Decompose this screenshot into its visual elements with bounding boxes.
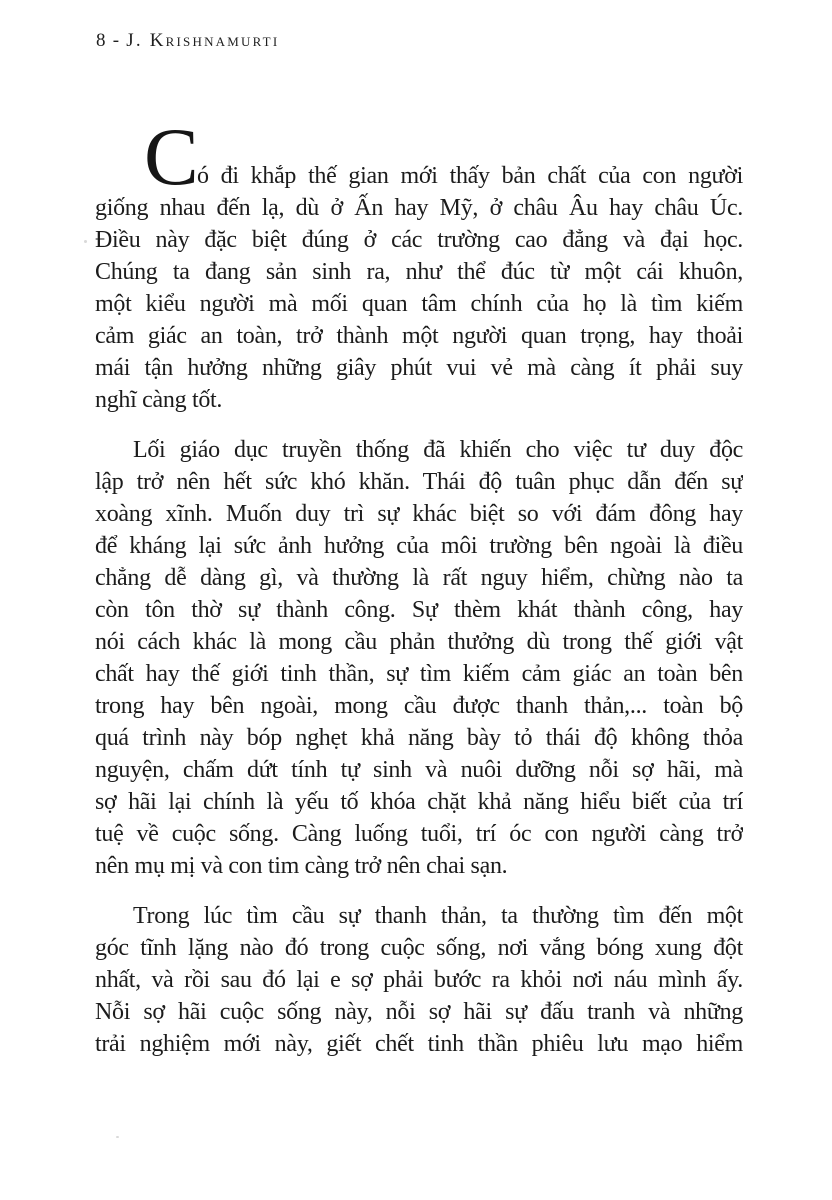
text-line: ó đi khắp thế gian mới thấy bản chất của con người <box>197 163 743 189</box>
header-separator: - <box>112 30 122 51</box>
page-number: 8 <box>96 30 108 51</box>
text-line: còn tôn thờ sự thành công. Sự thèm khát thành công, hay <box>95 597 743 623</box>
text-line: Lối giáo dục truyền thống đã khiến cho việc tư duy độc <box>133 437 743 463</box>
text-line: xoàng xĩnh. Muốn duy trì sự khác biệt so với đám đông hay <box>95 501 743 527</box>
text-line: Trong lúc tìm cầu sự thanh thản, ta thường tìm đến một <box>133 903 743 929</box>
text-block <box>95 111 743 1060</box>
text-line: lập trở nên hết sức khó khăn. Thái độ tuân phục dẫn đến sự <box>95 469 743 495</box>
paragraph-1 <box>95 111 743 416</box>
dropcap-initial: C <box>144 111 199 202</box>
text-line: để kháng lại sức ảnh hưởng của môi trường bên ngoài là điều <box>95 533 743 559</box>
text-line: trải nghiệm mới này, giết chết tinh thần phiêu lưu mạo hiểm <box>95 1031 743 1057</box>
text-line: tuệ về cuộc sống. Càng luống tuổi, trí óc con người càng trở <box>95 821 743 847</box>
text-line: nghĩ càng tốt. <box>95 387 223 413</box>
text-line: trong hay bên ngoài, mong cầu được thanh thản,... toàn bộ <box>95 693 743 719</box>
text-line: nhất, và rồi sau đó lại e sợ phải bước ra khỏi nơi náu mình ấy. <box>95 967 743 993</box>
text-line: nên mụ mị và con tim càng trở nên chai sạn. <box>95 853 508 879</box>
text-line: quá trình này bóp nghẹt khả năng bày tỏ thái độ không thỏa <box>95 725 743 751</box>
text-line: chất hay thế giới tinh thần, sự tìm kiếm cảm giác an toàn bên <box>95 661 743 687</box>
text-line: nguyện, chấm dứt tính tự sinh và nuôi dưỡng nỗi sợ hãi, mà <box>95 757 743 783</box>
text-line: góc tĩnh lặng nào đó trong cuộc sống, nơi vắng bóng xung đột <box>95 935 743 961</box>
text-line: nói cách khác là mong cầu phản thưởng dù trong thế giới vật <box>95 629 743 655</box>
scan-speck <box>84 240 87 243</box>
text-line: chẳng dễ dàng gì, và thường là rất nguy hiểm, chừng nào ta <box>95 565 743 591</box>
text-line: một kiểu người mà mối quan tâm chính của họ là tìm kiếm <box>95 291 743 317</box>
text-line: cảm giác an toàn, trở thành một người quan trọng, hay thoải <box>95 323 743 349</box>
header-author: J. Krishnamurti <box>126 30 280 51</box>
text-line: Chúng ta đang sản sinh ra, như thể đúc từ một cái khuôn, <box>95 259 743 285</box>
paragraph-2 <box>95 434 743 882</box>
text-line: mái tận hưởng những giây phút vui vẻ mà càng ít phải suy <box>95 355 743 381</box>
paragraph-3 <box>95 900 743 1060</box>
text-line: giống nhau đến lạ, dù ở Ấn hay Mỹ, ở châu Âu hay châu Úc. <box>95 195 743 221</box>
text-line: Nỗi sợ hãi cuộc sống này, nỗi sợ hãi sự đấu tranh và những <box>95 999 743 1025</box>
text-line: Điều này đặc biệt đúng ở các trường cao đẳng và đại học. <box>95 227 743 253</box>
running-header <box>96 30 279 52</box>
text-line: sợ hãi lại chính là yếu tố khóa chặt khả năng hiểu biết của trí <box>95 789 743 815</box>
scan-speck <box>116 1136 119 1138</box>
